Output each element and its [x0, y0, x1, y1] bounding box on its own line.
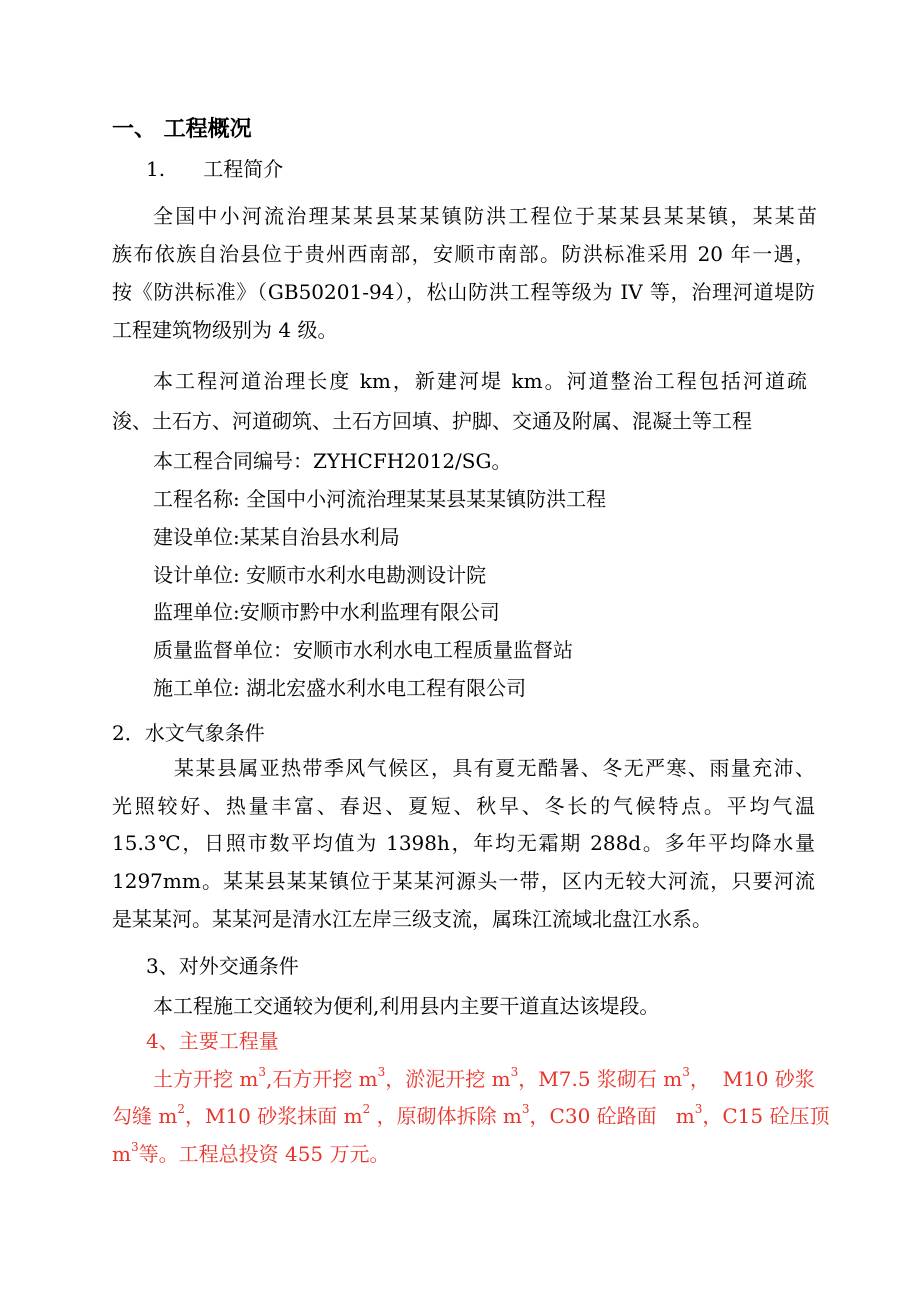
quantities-line-1: 土方开挖 $m^3$,石方开挖 $m^3$，淤泥开挖 $m^3$，M7.5 浆砌石 $m^3$， M10 砂浆	[153, 1065, 815, 1091]
project-name: 工程名称: 全国中小河流治理某某县某某镇防洪工程	[153, 487, 607, 511]
paragraph-line: 是某某河。某某河是清水江左岸三级支流，属珠江流域北盘江水系。	[112, 907, 712, 931]
paragraph-line: 按《防洪标准》（GB50201-94），松山防洪工程等级为 IV 等，治理河道堤防	[112, 280, 815, 304]
supervision-unit: 监理单位:安顺市黔中水利监理有限公司	[153, 600, 500, 624]
quality-supervision-unit: 质量监督单位：安顺市水利水电工程质量监督站	[153, 638, 573, 662]
contract-number: 本工程合同编号：ZYHCFH2012/SG。	[153, 449, 512, 473]
subsection-title-1: 1. 工程简介	[146, 157, 284, 181]
subsection-title-4: 4、主要工程量	[146, 1029, 279, 1053]
paragraph-line: 光照较好、热量丰富、春迟、夏短、秋早、冬长的气候特点。平均气温	[112, 794, 815, 818]
paragraph-line: 某某县属亚热带季风气候区，具有夏无酷暑、冬无严寒、雨量充沛、	[174, 756, 815, 780]
paragraph-line: 1297mm。某某县某某镇位于某某河源头一带，区内无较大河流，只要河流	[112, 869, 815, 893]
section-heading: 一、 工程概况	[112, 117, 252, 142]
paragraph-line: 浚、土石方、河道砌筑、土石方回填、护脚、交通及附属、混凝土等工程	[112, 409, 752, 433]
subsection-title-2: 2．水文气象条件	[112, 721, 265, 745]
construction-unit: 施工单位: 湖北宏盛水利水电工程有限公司	[153, 676, 527, 700]
paragraph-line: 本工程施工交通较为便利,利用县内主要干道直达该堤段。	[153, 994, 660, 1018]
quantities-line-2: 勾缝 $m^2$，M10 砂浆抹面 $m^2$ ，原砌体拆除 $m^3$，C30 砼路面 $m^3$，C15 砼压顶	[112, 1102, 830, 1128]
paragraph-line: 本工程河道治理长度 km，新建河堤 km。河道整治工程包括河道疏	[153, 369, 807, 393]
paragraph-line: 工程建筑物级别为 4 级。	[112, 318, 338, 342]
design-unit: 设计单位: 安顺市水利水电勘测设计院	[153, 563, 487, 587]
owner-unit: 建设单位:某某自治县水利局	[153, 525, 400, 549]
quantities-line-3: $m^3$等。工程总投资 455 万元。	[112, 1140, 390, 1166]
paragraph-line: 15.3℃，日照市数平均值为 1398h，年均无霜期 288d。多年平均降水量	[112, 831, 815, 855]
subsection-title-3: 3、对外交通条件	[146, 954, 299, 978]
paragraph-line: 族布依族自治县位于贵州西南部，安顺市南部。防洪标准采用 20 年一遇，	[112, 242, 815, 266]
paragraph-line: 全国中小河流治理某某县某某镇防洪工程位于某某县某某镇，某某苗	[153, 204, 817, 228]
